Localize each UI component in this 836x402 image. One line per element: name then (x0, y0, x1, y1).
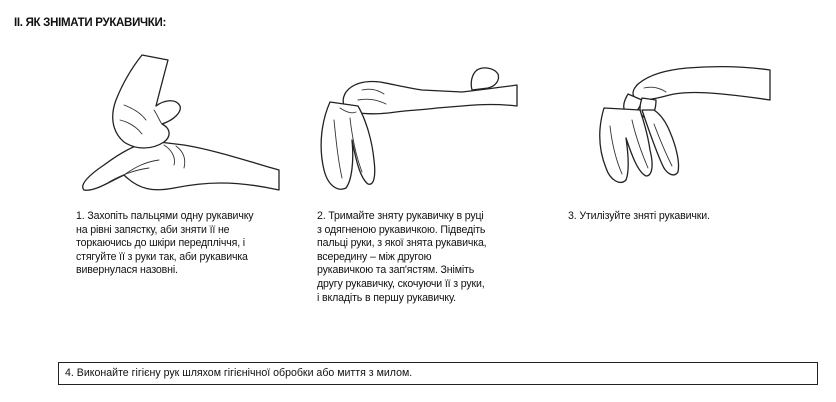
section-heading: II. ЯК ЗНІМАТИ РУКАВИЧКИ: (14, 17, 167, 29)
glove-roll-off-icon (312, 60, 522, 200)
step-2-text: 2. Тримайте зняту рукавичку в руці з одягненою рукавичкою. Підведіть пальці руки, з якої знята рукавичка, всередину – між другою рукавичкою та зап'ястям. Зніміть другу рукавичку, скочуючи її з руки, і вкладіть в першу рукавичку. (317, 210, 487, 304)
final-step-text: 4. Виконайте гігієну рук шляхом гігієнічної обробки або миття з милом. (65, 367, 413, 379)
glove-pinch-wrist-icon (64, 50, 284, 200)
step-1-text: 1. Захопіть пальцями одну рукавичку на рівні запястку, аби зняти її не торкаючись до шкіри передпліччя, і стягуйте її з руки так, аби рукавичка вивернулася назовні. (76, 210, 254, 277)
step-3-text: 3. Утилізуйте зняті рукавички. (568, 210, 710, 222)
glove-dispose-icon (592, 48, 772, 198)
final-step-box (58, 362, 818, 385)
